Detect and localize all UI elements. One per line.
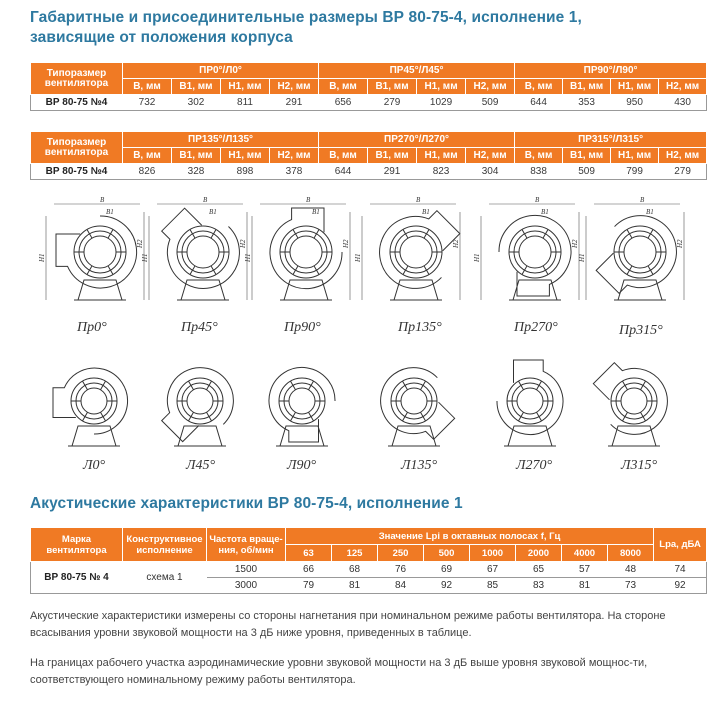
impeller-ring [517, 388, 543, 414]
subheader-cell: Н2, мм [659, 148, 707, 164]
subheader-cell: Н1, мм [611, 79, 659, 95]
table-cell: 83 [516, 578, 562, 594]
impeller-blade [189, 381, 194, 390]
impeller-blade [543, 266, 548, 275]
figure-label: Пр315° [619, 323, 663, 338]
impeller-blade [648, 266, 653, 275]
table-row [31, 164, 707, 180]
table-cell: 67 [470, 562, 516, 578]
dimension-label-b: B [203, 196, 208, 204]
impeller-blade [519, 381, 524, 390]
table-cell: 65 [516, 562, 562, 578]
subheader-cell: Н1, мм [221, 79, 270, 95]
impeller-ring [624, 236, 656, 268]
impeller-blade [537, 381, 542, 390]
subheader-row [31, 79, 707, 95]
impeller-blade [293, 229, 298, 238]
header-fan-type: Типоразмер вентилятора [31, 132, 123, 164]
group-header: ПР90°/Л90° [515, 63, 707, 79]
impeller-blade [522, 229, 527, 238]
subheader-cell: Н1, мм [417, 148, 466, 164]
subheader-cell: В, мм [123, 148, 172, 164]
impeller-blade [190, 266, 195, 275]
dimension-label-h2: H2 [571, 239, 579, 248]
impeller-blade [641, 412, 646, 421]
dimension-label-b: B [100, 196, 105, 204]
table-row [31, 95, 707, 111]
dimension-label-b1: B1 [541, 208, 549, 216]
row-label: ВР 80-75 №4 [31, 164, 123, 180]
impeller-blade [543, 229, 548, 238]
table-cell: 76 [378, 562, 424, 578]
impeller-blade [424, 266, 429, 275]
fan-drawing [478, 345, 588, 470]
band-header-cell: 500 [424, 545, 470, 562]
impeller-blade [421, 412, 426, 421]
table-cell: 838 [515, 164, 563, 180]
impeller-ring [84, 236, 116, 268]
impeller-blade [211, 266, 216, 275]
fan-drawing [473, 190, 587, 315]
fan-housing [583, 201, 691, 309]
figure-label: Пр45° [181, 320, 218, 335]
impeller-blade [641, 381, 646, 390]
table-cell: 291 [368, 164, 417, 180]
lpa-cell: 74 [654, 562, 707, 578]
design-cell: схема 1 [123, 562, 207, 594]
impeller-blade [83, 412, 88, 421]
lpa-cell: 92 [654, 578, 707, 594]
table-cell: 353 [563, 95, 611, 111]
impeller-blade [87, 266, 92, 275]
table-row [31, 562, 707, 578]
impeller-blade [623, 381, 628, 390]
fan-drawing [250, 345, 360, 470]
row-label: ВР 80-75 № 4 [31, 562, 123, 594]
dimension-label-h1: H1 [473, 253, 481, 262]
impeller-blade [309, 381, 314, 390]
fan-figure [42, 345, 152, 475]
figure-label: Л45° [186, 458, 216, 473]
section-title-acoustic: Акустические характеристики ВР 80-75-4, исполнение 1 [30, 495, 463, 512]
fan-figure [478, 345, 588, 475]
impeller-blade [648, 229, 653, 238]
fan-housing [148, 354, 247, 453]
band-header-cell: 1000 [470, 545, 516, 562]
subheader-cell: Н1, мм [221, 148, 270, 164]
table-cell: 57 [562, 562, 608, 578]
table-cell: 291 [270, 95, 319, 111]
fan-drawing [578, 190, 692, 315]
dimension-lines [481, 204, 579, 300]
table-cell: 732 [123, 95, 172, 111]
group-header: ПР0°/Л0° [123, 63, 319, 79]
dimension-label-h2: H2 [239, 239, 247, 248]
dimension-label-b1: B1 [312, 208, 320, 216]
fan-base-frame [276, 426, 328, 446]
impeller-blade [189, 412, 194, 421]
impeller-ring [79, 231, 121, 273]
subheader-cell: В, мм [515, 79, 563, 95]
figure-label: Л315° [621, 458, 658, 473]
impeller-blade [101, 381, 106, 390]
fan-drawing [141, 190, 255, 315]
table-cell: 644 [515, 95, 563, 111]
dimension-lines [149, 204, 247, 300]
dimension-label-h1: H1 [38, 253, 46, 262]
impeller-blade [87, 229, 92, 238]
table-cell: 302 [172, 95, 221, 111]
band-header-cell: 4000 [562, 545, 608, 562]
table-cell: 279 [659, 164, 707, 180]
subheader-cell: Н2, мм [270, 79, 319, 95]
impeller-blade [403, 412, 408, 421]
figure-label: Пр90° [284, 320, 321, 335]
impeller-blade [403, 266, 408, 275]
impeller-ring [285, 231, 327, 273]
impeller-ring [81, 388, 107, 414]
figure-label: Пр270° [514, 320, 558, 335]
fan-figure [362, 345, 472, 475]
table-cell: 66 [286, 562, 332, 578]
impeller-ring [182, 231, 224, 273]
table-cell: 328 [172, 164, 221, 180]
table-cell: 826 [123, 164, 172, 180]
fan-figure [582, 345, 692, 475]
subheader-cell: В1, мм [172, 148, 221, 164]
dimension-label-b: B [306, 196, 311, 204]
subheader-cell: В, мм [319, 79, 368, 95]
speed-cell: 3000 [207, 578, 286, 594]
fan-figure [473, 190, 587, 320]
table-cell: 79 [286, 578, 332, 594]
subheader-cell: Н2, мм [466, 148, 515, 164]
impeller-ring [187, 236, 219, 268]
table-cell: 73 [608, 578, 654, 594]
fan-figure [250, 345, 360, 475]
subheader-cell: В, мм [319, 148, 368, 164]
fan-figure [38, 190, 152, 320]
table-cell: 509 [563, 164, 611, 180]
group-header: ПР45°/Л45° [319, 63, 515, 79]
impeller-blade [627, 266, 632, 275]
dimension-label-h2: H2 [136, 239, 144, 248]
fan-housing [499, 215, 571, 296]
fan-figure [141, 190, 255, 320]
impeller-blade [403, 381, 408, 390]
fan-drawing [362, 345, 472, 470]
subheader-row [31, 148, 707, 164]
impeller-blade [108, 229, 113, 238]
table-cell: 279 [368, 95, 417, 111]
header-speed: Частота враще-ния, об/мин [207, 528, 286, 562]
impeller-blade [293, 266, 298, 275]
band-header-cell: 8000 [608, 545, 654, 562]
row-label: ВР 80-75 №4 [31, 95, 123, 111]
subheader-cell: В1, мм [368, 148, 417, 164]
note-paragraph-1: Акустические характеристики измерены со стороны нагнетания при номинальном режиме работы вентилятора. На стороне всасывания уровни звуковой мощности на 3 дБ ниже уровня, приведенных в таблице. [30, 610, 666, 639]
dimension-lines [46, 204, 144, 300]
impeller-ring [395, 231, 437, 273]
subheader-cell: В1, мм [172, 79, 221, 95]
subheader-cell: В1, мм [368, 79, 417, 95]
group-header: ПР315°/Л315° [515, 132, 707, 148]
impeller-blade [211, 229, 216, 238]
dimension-label-b: B [535, 196, 540, 204]
impeller-blade [537, 412, 542, 421]
impeller-ring [290, 236, 322, 268]
dimension-label-b1: B1 [646, 208, 654, 216]
subheader-cell: В1, мм [563, 79, 611, 95]
table-cell: 1029 [417, 95, 466, 111]
table-cell: 85 [470, 578, 516, 594]
impeller-blade [627, 229, 632, 238]
fan-drawing [42, 345, 152, 470]
dimensions-table-1 [30, 62, 707, 111]
fan-housing [365, 195, 473, 303]
table-cell: 644 [319, 164, 368, 180]
table-cell: 69 [424, 562, 470, 578]
band-header-cell: 63 [286, 545, 332, 562]
impeller-blade [309, 412, 314, 421]
table-cell: 811 [221, 95, 270, 111]
title-line-2: зависящие от положения корпуса [30, 29, 293, 46]
impeller-blade [291, 412, 296, 421]
impeller-blade [207, 381, 212, 390]
dimension-label-h1: H1 [141, 253, 149, 262]
dimensions-table-2 [30, 131, 707, 180]
impeller-blade [403, 229, 408, 238]
subheader-cell: В1, мм [563, 148, 611, 164]
impeller-ring [619, 231, 661, 273]
dimension-lines [586, 204, 684, 300]
subheader-cell: Н1, мм [611, 148, 659, 164]
impeller-ring [400, 236, 432, 268]
table-cell: 509 [466, 95, 515, 111]
fan-base-frame [174, 426, 226, 446]
fan-figure [354, 190, 468, 320]
table-cell: 81 [332, 578, 378, 594]
dimension-label-b1: B1 [106, 208, 114, 216]
table-cell: 378 [270, 164, 319, 180]
dimension-label-b: B [640, 196, 645, 204]
table-cell: 92 [424, 578, 470, 594]
fan-drawing [148, 345, 258, 470]
fan-figure [244, 190, 358, 320]
fan-housing [146, 195, 254, 303]
table-cell: 656 [319, 95, 368, 111]
header-octave-values: Значение Lpi в октавных полосах f, Гц [286, 528, 654, 545]
impeller-ring [401, 388, 427, 414]
dimension-label-h1: H1 [578, 253, 586, 262]
subheader-cell: В, мм [515, 148, 563, 164]
impeller-blade [314, 229, 319, 238]
impeller-blade [108, 266, 113, 275]
impeller-blade [424, 229, 429, 238]
fan-drawing [582, 345, 692, 470]
group-header: ПР270°/Л270° [319, 132, 515, 148]
figure-label: Л0° [83, 458, 106, 473]
impeller-blade [314, 266, 319, 275]
impeller-blade [83, 381, 88, 390]
impeller-blade [101, 412, 106, 421]
table-cell: 81 [562, 578, 608, 594]
impeller-ring [621, 388, 647, 414]
table-cell: 823 [417, 164, 466, 180]
dimension-label-h2: H2 [676, 239, 684, 248]
figure-label: Пр0° [77, 320, 107, 335]
speed-cell: 1500 [207, 562, 286, 578]
table-cell: 898 [221, 164, 270, 180]
figure-label: Л270° [516, 458, 553, 473]
fan-drawing [244, 190, 358, 315]
fan-base-frame [280, 280, 332, 300]
dimension-label-h1: H1 [244, 253, 252, 262]
header-design: Конструктивное исполнение [123, 528, 207, 562]
acoustic-table [30, 527, 707, 594]
table-cell: 84 [378, 578, 424, 594]
impeller-ring [514, 231, 556, 273]
impeller-blade [421, 381, 426, 390]
table-cell: 68 [332, 562, 378, 578]
impeller-ring [289, 388, 315, 414]
section-title-dimensions [30, 8, 582, 48]
dimension-lines [252, 204, 350, 300]
table-cell: 430 [659, 95, 707, 111]
subheader-cell: Н1, мм [417, 79, 466, 95]
subheader-cell: Н2, мм [659, 79, 707, 95]
fan-figure [578, 190, 692, 320]
dimension-label-h1: H1 [354, 253, 362, 262]
table-cell: 799 [611, 164, 659, 180]
band-header-cell: 125 [332, 545, 378, 562]
figure-label: Л90° [287, 458, 317, 473]
impeller-blade [522, 266, 527, 275]
impeller-blade [207, 412, 212, 421]
dimension-label-h2: H2 [452, 239, 460, 248]
impeller-blade [291, 381, 296, 390]
header-lpa: Lpa, дБА [654, 528, 707, 562]
dimension-label-b1: B1 [422, 208, 430, 216]
header-brand: Марка вентилятора [31, 528, 123, 562]
table-cell: 48 [608, 562, 654, 578]
dimension-label-h2: H2 [342, 239, 350, 248]
impeller-blade [519, 412, 524, 421]
subheader-cell: Н2, мм [270, 148, 319, 164]
fan-drawing [354, 190, 468, 315]
dimension-label-b: B [416, 196, 421, 204]
dimension-label-b1: B1 [209, 208, 217, 216]
fan-housing [582, 349, 681, 448]
impeller-ring [519, 236, 551, 268]
subheader-cell: Н2, мм [466, 79, 515, 95]
figure-label: Л135° [401, 458, 438, 473]
impeller-blade [623, 412, 628, 421]
band-header-cell: 2000 [516, 545, 562, 562]
fan-housing [270, 208, 342, 289]
fan-drawing [38, 190, 152, 315]
group-header: ПР135°/Л135° [123, 132, 319, 148]
table-cell: 304 [466, 164, 515, 180]
title-line-1: Габаритные и присоединительные размеры ВР 80-75-4, исполнение 1, [30, 9, 582, 26]
header-fan-type: Типоразмер вентилятора [31, 63, 123, 95]
subheader-cell: В, мм [123, 79, 172, 95]
note-paragraph-2: На границах рабочего участка аэродинамические уровни звуковой мощности на 3 дБ выше уровня звуковой мощнос-ти, соответствующего номинальному режиму работы вентилятора. [30, 657, 648, 686]
impeller-blade [190, 229, 195, 238]
fan-figure [148, 345, 258, 475]
fan-housing [367, 354, 466, 453]
impeller-ring [187, 388, 213, 414]
band-header-cell: 250 [378, 545, 424, 562]
figure-label: Пр135° [398, 320, 442, 335]
table-cell: 950 [611, 95, 659, 111]
